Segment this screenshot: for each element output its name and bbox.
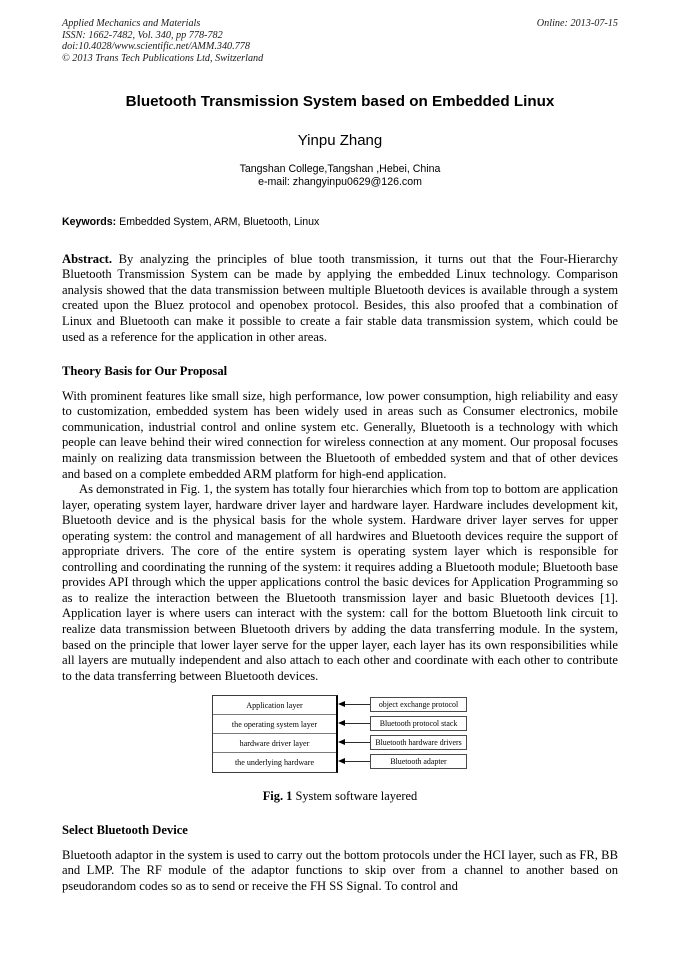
keywords-value: Embedded System, ARM, Bluetooth, Linux: [119, 215, 320, 228]
theory-paragraph-2: As demonstrated in Fig. 1, the system has totally four hierarchies which from top to bottom are application layer, operating system layer, hardware driver layer and hardware layer. Hardware includes development kit, Bluetooth device and is the physical basis for the whole system. Hardware driver layer serves for upper operating system: the control and management of all hardwires and Bluetooth devices require the support of appropriate drivers. The core of the entire system is operating system layer which is responsible for controlling and coordinating the running of the system: it requires adding a Bluetooth module; Bluetooth base provides API through which the upper applications control the basic devices for Application Programming so as to realize the interaction between the Bluetooth transmission layer and basic Bluetooth devices [1]. Application layer is where users can interact with the system: call for the bottom Bluetooth link circuit to realize data transmission between Bluetooth drivers by adding the data transferring module. In the system, based on the principle that lower layer serve for the upper layer, each layer has its own responsibilities while all layers are mutually independent and also attach to each other and coordinate with each other to contribute to the data transferring between Bluetooth devices.: [62, 482, 618, 683]
journal-header-top-row: [62, 18, 618, 30]
arrow-left-icon: [338, 701, 370, 708]
layer-row: the underlying hardware: [213, 753, 336, 772]
keywords-label: Keywords:: [62, 215, 117, 228]
component-box: Bluetooth adapter: [370, 754, 467, 769]
figure-caption-label: Fig. 1: [262, 789, 293, 804]
component-box: Bluetooth hardware drivers: [370, 735, 467, 750]
layer-row: hardware driver layer: [213, 734, 336, 753]
component-box: Bluetooth protocol stack: [370, 716, 467, 731]
copyright-line: © 2013 Trans Tech Publications Ltd, Switzerland: [62, 53, 264, 65]
section-heading-theory: Theory Basis for Our Proposal: [62, 364, 228, 379]
arrow-left-icon: [338, 739, 370, 746]
select-device-paragraph-1: Bluetooth adaptor in the system is used to carry out the bottom protocols under the HCI layer, such as FR, BB and LMP. The RF module of the adaptor functions to skip over from a channel to another based on pseudorandom codes so as to send or receive the FH SS Signal. To control and: [62, 847, 618, 893]
layer-row: the operating system layer: [213, 715, 336, 734]
keywords-line: [62, 216, 618, 229]
journal-name: Applied Mechanics and Materials: [62, 18, 201, 29]
journal-header: [62, 18, 618, 65]
arrow-left-icon: [338, 720, 370, 727]
abstract-block: [62, 252, 618, 346]
figure-1: [62, 695, 618, 783]
section-heading-select-device: Select Bluetooth Device: [62, 823, 188, 838]
author-email: e-mail: zhangyinpu0629@126.com: [258, 176, 422, 189]
doi-line: doi:10.4028/www.scientific.net/AMM.340.778: [62, 41, 250, 53]
author-affiliation: Tangshan College,Tangshan ,Hebei, China: [239, 162, 441, 175]
theory-paragraph-1: With prominent features like small size, high performance, low power consumption, high reliability and easy to customization, embedded system has been widely used in areas such as Consumer electronics, mobile communication, industrial control and online system etc. Generally, Bluetooth is a technology with which people can leave behind their wired connection for wireless connection at any moment. Our proposal focuses mainly on realizing data transmission between the Bluetooth of embedded system and that of other devices and based on a complete embedded ARM platform for high-end application.: [62, 388, 618, 481]
figure-caption-text: System software layered: [295, 789, 418, 804]
page-title: Bluetooth Transmission System based on Embedded Linux: [125, 92, 555, 110]
component-box: object exchange protocol: [370, 697, 467, 712]
abstract-text: By analyzing the principles of blue tooth transmission, it turns out that the Four-Hierarchy Bluetooth Transmission System can be made by applying the embedded Linux technology. Comparison analysis showed that the data transmission between multiple Bluetooth devices is available through a system created upon the Bluez protocol and openobex protocol. Besides, this also proofed that a combination of Linux and Bluetooth can make it possible to create a fair stable data transmission system, which could be used as a reference for the application in other areas.: [62, 251, 618, 344]
arrow-left-icon: [338, 758, 370, 765]
online-date: Online: 2013-07-15: [536, 18, 618, 29]
figure-1-caption: [62, 789, 618, 804]
figure-1-diagram: [62, 695, 618, 783]
issn-line: ISSN: 1662-7482, Vol. 340, pp 778-782: [62, 29, 223, 41]
page-content: [62, 18, 618, 894]
abstract-label: Abstract.: [62, 251, 113, 266]
author-name: Yinpu Zhang: [297, 131, 383, 149]
layer-stack: [212, 695, 338, 773]
layer-row: Application layer: [213, 696, 336, 715]
